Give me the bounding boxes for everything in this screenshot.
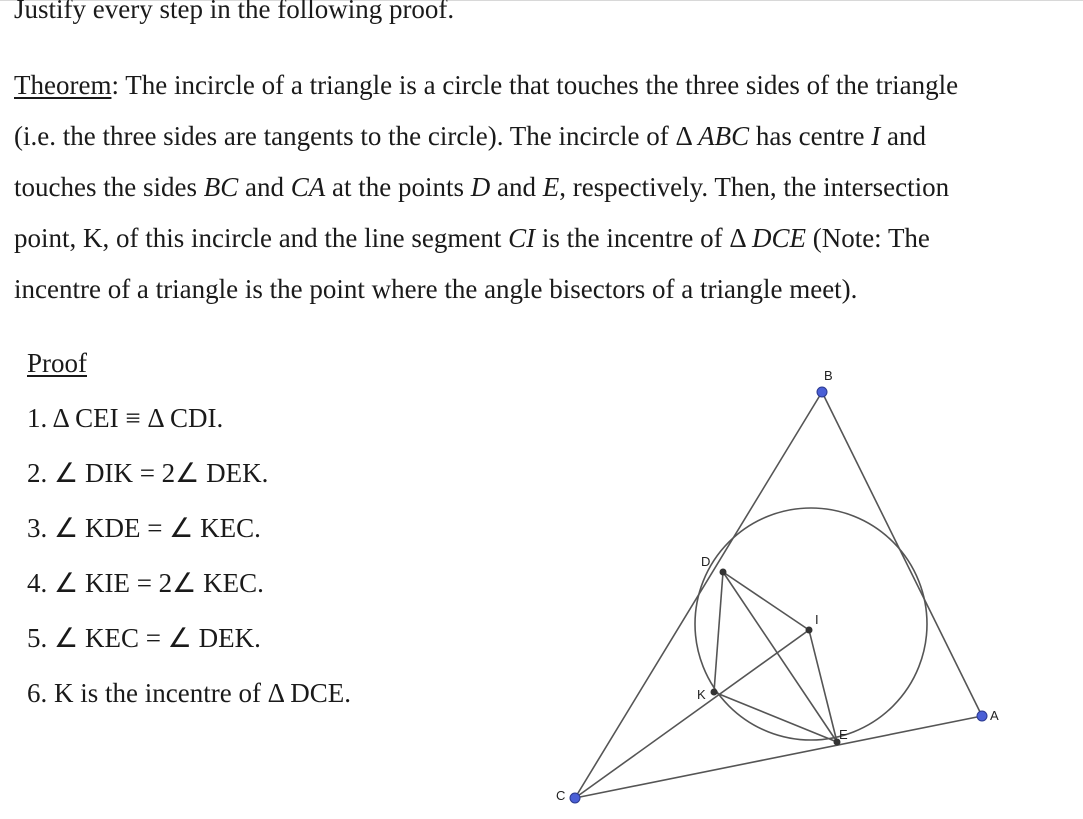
theorem-line-2: (i.e. the three sides are tangents to the circle). The incircle of Δ ABC has centre I and bbox=[14, 121, 927, 151]
point-a bbox=[977, 711, 987, 721]
label-d: D bbox=[701, 554, 711, 569]
theorem-paragraph bbox=[14, 60, 1076, 315]
segment-ci bbox=[575, 630, 809, 798]
theorem-line-4: point, K, of this incircle and the line segment CI is the incentre of Δ DCE (Note: The bbox=[14, 223, 930, 253]
side-ba bbox=[822, 392, 982, 716]
label-e: E bbox=[839, 727, 848, 742]
proof-step-3: 3. ∠ KDE = ∠ KEC. bbox=[27, 513, 261, 543]
geometry-figure bbox=[540, 350, 1000, 815]
theorem-line-3: touches the sides BC and CA at the points D and E, respectively. Then, the intersection bbox=[14, 172, 950, 202]
segment-dk bbox=[714, 572, 723, 692]
proof-section bbox=[27, 336, 351, 721]
theorem-line-5: incentre of a triangle is the point where the angle bisectors of a triangle meet). bbox=[14, 274, 858, 304]
label-i: I bbox=[815, 612, 819, 627]
proof-step-6: 6. K is the incentre of Δ DCE. bbox=[27, 678, 352, 708]
proof-step-4: 4. ∠ KIE = 2∠ KEC. bbox=[27, 568, 264, 598]
instruction-heading: Justify every step in the following proof. bbox=[14, 0, 455, 24]
label-k: K bbox=[697, 687, 706, 702]
proof-step-2: 2. ∠ DIK = 2∠ DEK. bbox=[27, 458, 269, 488]
point-c bbox=[570, 793, 580, 803]
point-b bbox=[817, 387, 827, 397]
segment-ie bbox=[809, 630, 837, 742]
theorem-line-1: Theorem: The incircle of a triangle is a circle that touches the three sides of the triangle bbox=[14, 70, 959, 100]
proof-title: Proof bbox=[27, 348, 87, 378]
proof-step-5: 5. ∠ KEC = ∠ DEK. bbox=[27, 623, 261, 653]
point-d bbox=[720, 569, 727, 576]
label-b: B bbox=[824, 368, 833, 383]
side-ac bbox=[575, 716, 982, 798]
point-k bbox=[711, 689, 718, 696]
segment-di bbox=[723, 572, 809, 630]
proof-step-1: 1. Δ CEI ≡ Δ CDI. bbox=[27, 403, 224, 433]
label-c: C bbox=[556, 788, 566, 803]
theorem-label: Theorem bbox=[14, 70, 112, 100]
point-i bbox=[806, 627, 813, 634]
label-a: A bbox=[990, 708, 999, 723]
